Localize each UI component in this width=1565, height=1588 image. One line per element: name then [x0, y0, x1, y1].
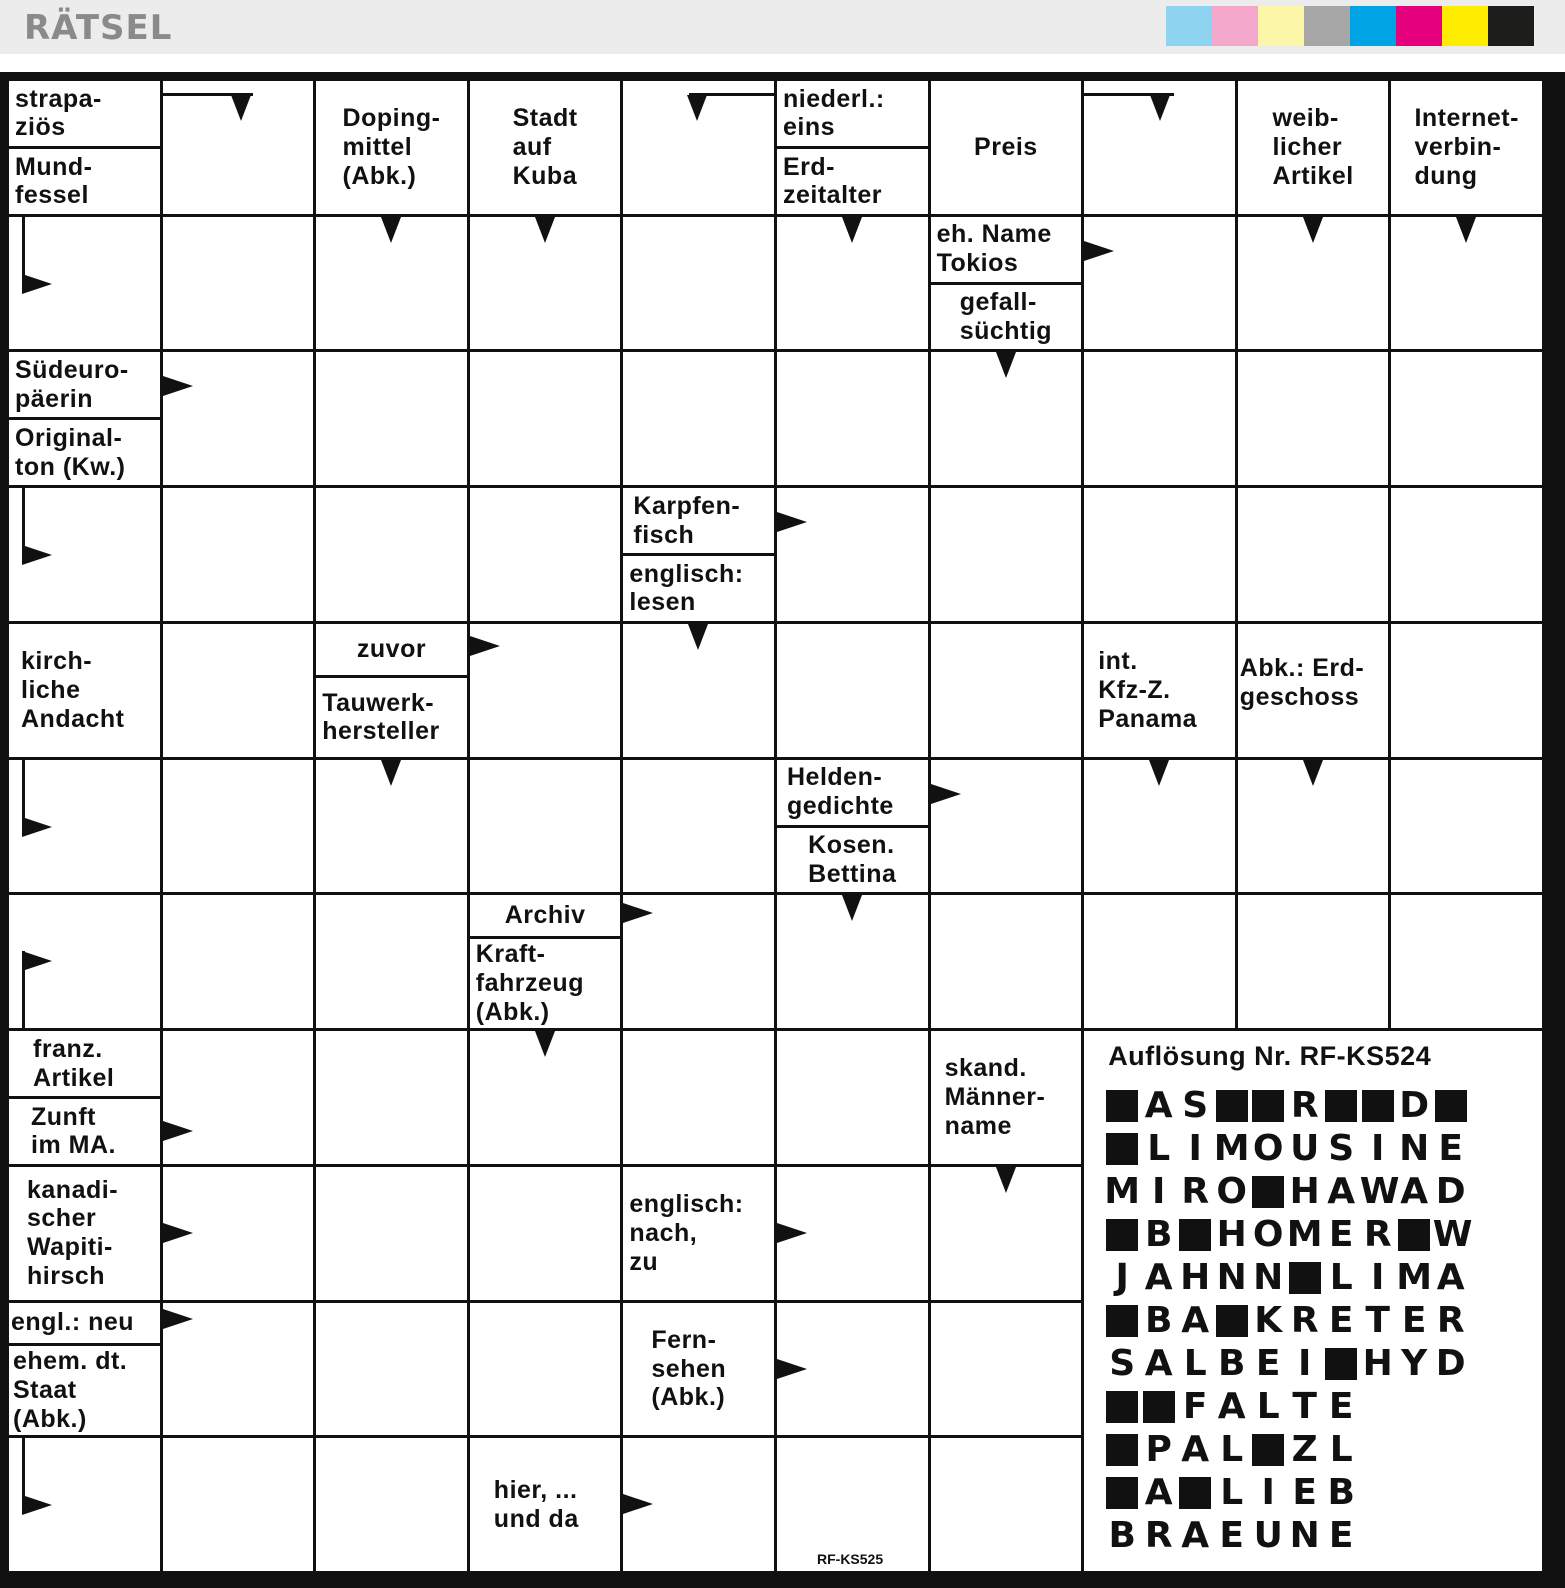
answer-cell[interactable]	[163, 1303, 314, 1436]
arrow-right-icon	[1084, 241, 1114, 261]
clue-text: Internet- verbin- dung	[1414, 104, 1519, 190]
solution-row	[1104, 1213, 1522, 1256]
answer-cell[interactable]	[777, 352, 928, 485]
answer-cell[interactable]	[163, 1167, 314, 1300]
solution-letter: R	[1290, 1084, 1319, 1126]
solution-black-square	[1435, 1090, 1467, 1122]
solution-grid	[1104, 1084, 1522, 1557]
solution-panel	[1084, 1031, 1542, 1571]
clue-text: Fern- sehen (Abk.)	[651, 1325, 727, 1412]
answer-cell[interactable]	[931, 760, 1082, 893]
solution-letter: R	[1290, 1299, 1319, 1341]
color-swatch	[1212, 6, 1258, 46]
clue-text: Stadt auf Kuba	[512, 104, 578, 190]
clue-cell	[931, 1031, 1082, 1164]
arrow-down-icon	[1150, 95, 1170, 121]
answer-cell[interactable]	[316, 488, 467, 621]
answer-cell[interactable]	[316, 1167, 467, 1300]
answer-cell[interactable]	[1238, 760, 1389, 893]
clue-text: kanadi- scher Wapiti- hirsch	[27, 1175, 119, 1290]
answer-cell[interactable]	[9, 760, 160, 893]
answer-cell[interactable]	[9, 488, 160, 621]
answer-cell[interactable]	[931, 1438, 1082, 1571]
solution-letter: A	[1400, 1170, 1429, 1212]
solution-black-square	[1325, 1348, 1357, 1380]
clue-text: englisch: lesen	[623, 553, 774, 621]
solution-black-square	[1106, 1434, 1138, 1466]
clue-cell	[931, 81, 1082, 214]
answer-cell[interactable]	[163, 217, 314, 350]
solution-letter: E	[1401, 1299, 1427, 1341]
answer-cell[interactable]	[777, 1031, 928, 1164]
solution-letter: T	[1365, 1299, 1390, 1341]
clue-cell	[623, 488, 774, 621]
clue-text: Doping- mittel (Abk.)	[342, 104, 441, 190]
answer-cell[interactable]	[777, 1167, 928, 1300]
arrow-right-icon	[22, 1495, 52, 1515]
clue-cell	[1238, 624, 1389, 757]
solution-letter: E	[1328, 1299, 1354, 1341]
solution-row	[1104, 1471, 1522, 1514]
clue-cell	[9, 1031, 160, 1164]
clue-text: Preis	[974, 132, 1038, 161]
answer-cell[interactable]	[316, 217, 467, 350]
arrow-right-icon	[163, 1309, 193, 1329]
solution-letter: S	[1109, 1342, 1136, 1384]
solution-letter: H	[1216, 1213, 1247, 1255]
answer-cell[interactable]	[163, 488, 314, 621]
solution-letter: Y	[1401, 1342, 1428, 1384]
answer-cell[interactable]	[1391, 760, 1542, 893]
solution-letter: L	[1147, 1127, 1171, 1169]
arrow-right-icon	[163, 1121, 193, 1141]
clue-cell	[9, 624, 160, 757]
solution-letter: L	[1183, 1342, 1207, 1384]
clue-text: Tauwerk- hersteller	[316, 675, 467, 757]
solution-letter: R	[1181, 1170, 1210, 1212]
clue-cell	[470, 895, 621, 1028]
solution-letter: I	[1261, 1471, 1275, 1513]
answer-cell[interactable]	[9, 1438, 160, 1571]
answer-cell[interactable]	[163, 352, 314, 485]
answer-cell[interactable]	[163, 895, 314, 1028]
color-swatch	[1304, 6, 1350, 46]
solution-row	[1104, 1256, 1522, 1299]
solution-letter: R	[1144, 1514, 1173, 1556]
answer-cell[interactable]	[931, 352, 1082, 485]
solution-letter: O	[1216, 1170, 1247, 1212]
solution-black-square	[1289, 1262, 1321, 1294]
solution-letter: B	[1217, 1342, 1246, 1384]
solution-letter: R	[1363, 1213, 1392, 1255]
answer-cell[interactable]	[470, 217, 621, 350]
solution-letter: M	[1213, 1127, 1250, 1169]
solution-row	[1104, 1299, 1522, 1342]
answer-cell[interactable]	[163, 81, 314, 214]
solution-letter: T	[1292, 1385, 1317, 1427]
solution-black-square	[1362, 1090, 1394, 1122]
answer-cell[interactable]	[1084, 352, 1235, 485]
solution-letter: F	[1182, 1385, 1208, 1427]
solution-black-square	[1106, 1090, 1138, 1122]
arrow-right-icon	[163, 1223, 193, 1243]
clue-text: skand. Männer- name	[944, 1054, 1046, 1140]
solution-black-square	[1179, 1477, 1211, 1509]
arrow-down-icon	[1456, 217, 1476, 243]
solution-letter: E	[1328, 1213, 1354, 1255]
clue-text: Helden- gedichte	[787, 763, 894, 821]
answer-cell[interactable]	[470, 1167, 621, 1300]
arrow-down-icon	[381, 760, 401, 786]
arrow-down-icon	[1303, 760, 1323, 786]
clue-text: Erd- zeitalter	[777, 146, 928, 214]
arrow-right-icon	[470, 636, 500, 656]
answer-cell[interactable]	[623, 352, 774, 485]
arrow-right-icon	[22, 545, 52, 565]
answer-cell[interactable]	[9, 895, 160, 1028]
solution-black-square	[1398, 1219, 1430, 1251]
solution-letter: L	[1329, 1256, 1353, 1298]
puzzle-code: RF-KS525	[817, 1551, 884, 1567]
solution-letter: A	[1144, 1256, 1173, 1298]
arrow-down-icon	[1149, 760, 1169, 786]
answer-cell[interactable]	[931, 624, 1082, 757]
answer-cell[interactable]	[163, 760, 314, 893]
solution-letter: A	[1144, 1342, 1173, 1384]
answer-cell[interactable]	[1391, 217, 1542, 350]
color-swatch	[1488, 6, 1534, 46]
answer-cell[interactable]	[163, 1031, 314, 1164]
solution-letter: R	[1436, 1299, 1465, 1341]
answer-cell[interactable]	[1391, 895, 1542, 1028]
answer-cell[interactable]	[1084, 760, 1235, 893]
clue-text: Kosen. Bettina	[777, 825, 928, 893]
solution-letter: I	[1151, 1170, 1166, 1212]
answer-cell[interactable]	[163, 1438, 314, 1571]
color-swatch	[1350, 6, 1396, 46]
solution-letter: N	[1216, 1256, 1247, 1298]
solution-letter: S	[1182, 1084, 1209, 1126]
solution-row	[1104, 1342, 1522, 1385]
answer-cell[interactable]	[623, 760, 774, 893]
solution-letter: H	[1180, 1256, 1211, 1298]
answer-cell[interactable]	[777, 1438, 928, 1571]
answer-cell[interactable]	[1084, 217, 1235, 350]
solution-row	[1104, 1428, 1522, 1471]
arrow-down-icon	[535, 1031, 555, 1057]
answer-cell[interactable]	[470, 760, 621, 893]
clue-cell	[9, 1303, 160, 1436]
answer-cell[interactable]	[623, 624, 774, 757]
answer-cell[interactable]	[777, 1303, 928, 1436]
solution-letter: A	[1144, 1084, 1173, 1126]
solution-letter: W	[1359, 1170, 1400, 1212]
answer-cell[interactable]	[1084, 895, 1235, 1028]
clue-cell	[316, 81, 467, 214]
solution-letter: I	[1370, 1256, 1385, 1298]
answer-cell[interactable]	[623, 1031, 774, 1164]
solution-letter: E	[1328, 1385, 1354, 1427]
clue-text: Archiv	[504, 901, 586, 930]
solution-black-square	[1216, 1305, 1248, 1337]
clue-cell	[1084, 624, 1235, 757]
arrow-right-icon	[22, 817, 52, 837]
solution-letter: D	[1435, 1342, 1466, 1384]
clue-cell	[1391, 81, 1542, 214]
solution-letter: N	[1253, 1256, 1284, 1298]
clue-text: Abk.: Erd- geschoss	[1239, 653, 1365, 711]
answer-cell[interactable]	[623, 895, 774, 1028]
arrow-down-icon	[842, 217, 862, 243]
solution-letter: L	[1256, 1385, 1280, 1427]
arrow-right-icon	[623, 1494, 653, 1514]
arrow-down-icon	[381, 217, 401, 243]
answer-cell[interactable]	[1084, 488, 1235, 621]
solution-black-square	[1106, 1477, 1138, 1509]
clue-text: Karpfen- fisch	[633, 491, 741, 549]
answer-cell[interactable]	[316, 352, 467, 485]
answer-cell[interactable]	[931, 1303, 1082, 1436]
arrow-right-icon	[777, 1223, 807, 1243]
solution-black-square	[1325, 1090, 1357, 1122]
clue-text: weib- licher Artikel	[1272, 104, 1354, 190]
answer-cell[interactable]	[931, 895, 1082, 1028]
page-title: RÄTSEL	[24, 8, 173, 48]
clue-text: niederl.: eins	[783, 84, 885, 142]
solution-black-square	[1252, 1434, 1284, 1466]
solution-letter: D	[1399, 1084, 1430, 1126]
clue-text: franz. Artikel	[33, 1034, 115, 1092]
solution-black-square	[1106, 1391, 1138, 1423]
answer-cell[interactable]	[777, 217, 928, 350]
solution-row	[1104, 1127, 1522, 1170]
solution-black-square	[1252, 1176, 1284, 1208]
clue-text: eh. Name Tokios	[936, 220, 1052, 278]
clue-text: Original- ton (Kw.)	[9, 417, 160, 485]
clue-cell	[623, 1167, 774, 1300]
answer-cell[interactable]	[1238, 895, 1389, 1028]
solution-letter: L	[1220, 1471, 1244, 1513]
solution-letter: O	[1252, 1213, 1284, 1255]
solution-letter: I	[1297, 1342, 1312, 1384]
color-swatch	[1396, 6, 1442, 46]
answer-cell[interactable]	[931, 1167, 1082, 1300]
answer-cell[interactable]	[1238, 352, 1389, 485]
answer-cell[interactable]	[316, 895, 467, 1028]
solution-letter: U	[1253, 1514, 1283, 1556]
solution-letter: H	[1362, 1342, 1393, 1384]
solution-letter: S	[1328, 1127, 1355, 1169]
solution-letter: H	[1289, 1170, 1320, 1212]
answer-cell[interactable]	[623, 217, 774, 350]
solution-black-square	[1216, 1090, 1248, 1122]
arrow-right-icon	[623, 903, 653, 923]
solution-letter: Z	[1291, 1428, 1318, 1470]
clue-text: Südeuro- päerin	[15, 356, 129, 413]
solution-row	[1104, 1084, 1522, 1127]
solution-letter: A	[1144, 1471, 1173, 1513]
arrow-down-icon	[535, 217, 555, 243]
answer-cell[interactable]	[1238, 488, 1389, 621]
color-swatch	[1442, 6, 1488, 46]
arrow-right-icon	[777, 512, 807, 532]
answer-cell[interactable]	[470, 488, 621, 621]
solution-letter: I	[1188, 1127, 1202, 1169]
answer-cell[interactable]	[316, 1438, 467, 1571]
answer-cell[interactable]	[1391, 624, 1542, 757]
answer-cell[interactable]	[623, 1438, 774, 1571]
solution-row	[1104, 1385, 1522, 1428]
arrow-right-icon	[22, 274, 52, 294]
clue-text: englisch: nach, zu	[629, 1190, 744, 1276]
color-swatch	[1166, 6, 1212, 46]
arrow-right-icon	[777, 1359, 807, 1379]
header-bar	[0, 0, 1565, 54]
answer-cell[interactable]	[1391, 488, 1542, 621]
answer-cell[interactable]	[470, 1031, 621, 1164]
answer-cell[interactable]	[316, 760, 467, 893]
solution-letter: L	[1220, 1428, 1244, 1470]
solution-letter: A	[1181, 1514, 1210, 1556]
arrow-right-icon	[931, 784, 961, 804]
color-swatches	[1166, 6, 1534, 46]
clue-text: Mund- fessel	[9, 146, 160, 214]
arrow-down-icon	[231, 95, 251, 121]
solution-letter: N	[1289, 1514, 1320, 1556]
clue-text: Kraft- fahrzeug (Abk.)	[470, 936, 621, 1028]
solution-letter: A	[1181, 1428, 1210, 1470]
solution-letter: U	[1290, 1127, 1320, 1169]
clue-text: zuvor	[356, 635, 427, 664]
solution-letter: B	[1108, 1514, 1136, 1556]
clue-cell	[777, 760, 928, 893]
answer-cell[interactable]	[470, 1303, 621, 1436]
clue-text: hier, ... und da	[493, 1475, 579, 1533]
solution-black-square	[1106, 1133, 1138, 1165]
arrow-down-icon	[687, 95, 707, 121]
solution-black-square	[1106, 1305, 1138, 1337]
solution-black-square	[1252, 1090, 1284, 1122]
solution-letter: D	[1435, 1170, 1466, 1212]
solution-letter: E	[1255, 1342, 1281, 1384]
solution-black-square	[1143, 1391, 1175, 1423]
clue-cell	[470, 1438, 621, 1571]
solution-letter: A	[1327, 1170, 1356, 1212]
solution-letter: A	[1181, 1299, 1210, 1341]
clue-cell	[931, 217, 1082, 350]
arrow-down-icon	[996, 1167, 1016, 1193]
solution-letter: E	[1219, 1514, 1244, 1556]
arrow-right-icon	[22, 951, 52, 971]
answer-cell[interactable]	[9, 217, 160, 350]
answer-cell[interactable]	[1084, 81, 1235, 214]
solution-black-square	[1179, 1219, 1211, 1251]
solution-letter: E	[1328, 1514, 1354, 1556]
answer-cell[interactable]	[163, 624, 314, 757]
color-swatch	[1258, 6, 1304, 46]
answer-cell[interactable]	[470, 624, 621, 757]
answer-cell[interactable]	[931, 488, 1082, 621]
clue-text: Zunft im MA.	[9, 1096, 160, 1164]
solution-black-square	[1106, 1219, 1138, 1251]
solution-letter: E	[1438, 1127, 1463, 1169]
clue-text: gefall- süchtig	[931, 282, 1082, 350]
clue-cell	[470, 81, 621, 214]
solution-letter: W	[1432, 1213, 1473, 1255]
arrow-down-icon	[688, 624, 708, 650]
solution-title: Auflösung Nr. RF-KS524	[1108, 1041, 1432, 1072]
solution-letter: M	[1104, 1170, 1141, 1212]
solution-letter: O	[1252, 1127, 1284, 1169]
clue-text: strapa- ziös	[15, 84, 102, 142]
solution-row	[1104, 1170, 1522, 1213]
clue-cell	[316, 624, 467, 757]
solution-letter: B	[1144, 1299, 1173, 1341]
solution-letter: A	[1436, 1256, 1465, 1298]
clue-text: int. Kfz-Z. Panama	[1098, 647, 1198, 733]
clue-cell	[9, 81, 160, 214]
arrow-down-icon	[842, 895, 862, 921]
solution-letter: A	[1217, 1385, 1246, 1427]
arrow-right-icon	[163, 376, 193, 396]
answer-cell[interactable]	[777, 895, 928, 1028]
clue-cell	[777, 81, 928, 214]
solution-letter: M	[1286, 1213, 1323, 1255]
clue-cell	[1238, 81, 1389, 214]
solution-letter: N	[1399, 1127, 1430, 1169]
answer-cell[interactable]	[1238, 217, 1389, 350]
solution-letter: B	[1327, 1471, 1355, 1513]
solution-row	[1104, 1514, 1522, 1557]
crossword-grid	[6, 78, 1545, 1574]
answer-cell[interactable]	[623, 81, 774, 214]
solution-letter: P	[1145, 1428, 1172, 1470]
clue-cell	[9, 1167, 160, 1300]
clue-cell	[623, 1303, 774, 1436]
solution-letter: L	[1329, 1428, 1353, 1470]
answer-cell[interactable]	[470, 352, 621, 485]
answer-cell[interactable]	[777, 488, 928, 621]
solution-letter: B	[1144, 1213, 1173, 1255]
clue-text: ehem. dt. Staat (Abk.)	[9, 1343, 160, 1435]
arrow-down-icon	[996, 352, 1016, 378]
answer-cell[interactable]	[316, 1031, 467, 1164]
solution-letter: J	[1115, 1256, 1129, 1298]
clue-cell	[9, 352, 160, 485]
answer-cell[interactable]	[1391, 352, 1542, 485]
clue-text: kirch- liche Andacht	[21, 647, 125, 733]
solution-letter: I	[1370, 1127, 1385, 1169]
solution-letter: M	[1396, 1256, 1433, 1298]
solution-letter: E	[1292, 1471, 1317, 1513]
solution-letter: K	[1254, 1299, 1283, 1341]
answer-cell[interactable]	[777, 624, 928, 757]
arrow-down-icon	[1303, 217, 1323, 243]
clue-text: engl.: neu	[11, 1308, 135, 1337]
answer-cell[interactable]	[316, 1303, 467, 1436]
